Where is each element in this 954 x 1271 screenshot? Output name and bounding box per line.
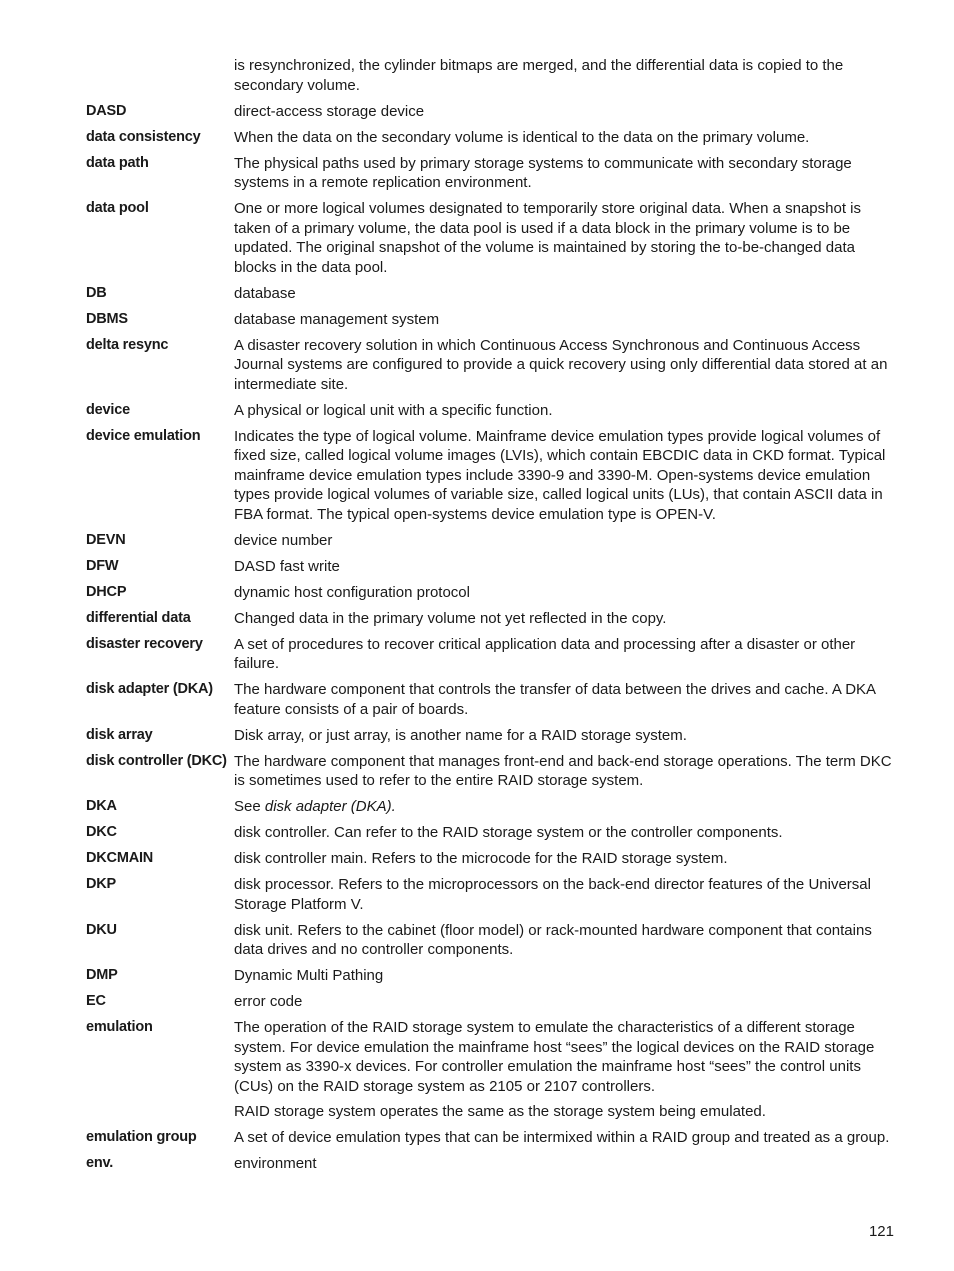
glossary-term: emulation group [86, 1129, 197, 1145]
definition-paragraph [234, 154, 898, 193]
glossary-definition [234, 992, 898, 1012]
glossary-definition [234, 1018, 898, 1122]
glossary-entry [86, 726, 898, 746]
definition-text: device number [234, 531, 333, 549]
glossary-entry [86, 102, 898, 122]
glossary-entry [86, 752, 898, 791]
glossary-entry [86, 199, 898, 277]
glossary-term: env. [86, 1155, 114, 1171]
glossary-entry [86, 680, 898, 719]
glossary-term: EC [86, 993, 106, 1009]
definition-paragraph [234, 1128, 898, 1148]
definition-paragraph [234, 680, 898, 719]
glossary-term: disaster recovery [86, 635, 203, 652]
glossary-term: DKCMAIN [86, 850, 154, 866]
definition-paragraph [234, 823, 898, 843]
definition-text: Indicates the type of logical volume. Mainframe device emulation types provide logical volumes of fixed size, called logical volume images (LVIs), which contain EBCDIC data in CKD format. Typical mainframe device emulation types include 3390-9 and 3390-M. Open-systems device emulation types provide logical volumes of variable size, called logical units (LUs), that contain ASCII data in FBA format. The typical open-systems device emulation type is OPEN-V. [234, 427, 886, 523]
definition-text: A physical or logical unit with a specific function. [234, 401, 553, 419]
definition-text: A disaster recovery solution in which Continuous Access Synchronous and Continuous Access Journal systems are configured to provide a quick recovery using only differential data stored at an intermediate site. [234, 336, 888, 393]
glossary-definition [234, 1154, 898, 1174]
definition-text: One or more logical volumes designated to temporarily store original data. When a snapshot is taken of a primary volume, the data pool is used if a data block in the primary volume is to be updated. The original snapshot of the volume is maintained by storing the to-be-changed data blocks in the data pool. [234, 200, 861, 276]
glossary-entry [86, 849, 898, 869]
glossary-definition [234, 199, 898, 277]
definition-paragraph [234, 726, 898, 746]
definition-text: The hardware component that controls the transfer of data between the drives and cache. A DKA feature consists of a pair of boards. [234, 681, 876, 718]
glossary-term: DBMS [86, 310, 128, 327]
definition-paragraph [234, 797, 898, 817]
glossary-definition [234, 427, 898, 525]
glossary-definition [234, 726, 898, 746]
definition-text: The operation of the RAID storage system to emulate the characteristics of a different storage system. For device emulation the mainframe host “sees” the logical devices on the RAID storage system as 3390-x devices. For controller emulation the mainframe host “sees” the control units (CUs) on the RAID storage system as 2105 or 2107 controllers. [234, 1019, 875, 1095]
glossary-definition [234, 583, 898, 603]
glossary-list [86, 56, 898, 1180]
glossary-definition [234, 310, 898, 330]
cross-reference: disk adapter (DKA). [264, 798, 396, 815]
definition-text: is resynchronized, the cylinder bitmaps are merged, and the differential data is copied to the secondary volume. [234, 57, 844, 94]
glossary-definition [234, 921, 898, 960]
glossary-definition [234, 102, 898, 122]
definition-paragraph [234, 102, 898, 122]
glossary-entry [86, 797, 898, 817]
glossary-definition [234, 557, 898, 577]
glossary-definition [234, 56, 898, 95]
glossary-term: DB [86, 284, 107, 301]
definition-paragraph [234, 1154, 898, 1174]
glossary-entry [86, 557, 898, 577]
glossary-definition [234, 531, 898, 551]
glossary-term: disk array [86, 726, 153, 743]
glossary-definition [234, 849, 898, 869]
glossary-definition [234, 823, 898, 843]
glossary-term: delta resync [86, 336, 169, 353]
definition-paragraph [234, 921, 898, 960]
glossary-entry [86, 992, 898, 1012]
glossary-term: DMP [86, 967, 118, 983]
glossary-definition [234, 752, 898, 791]
definition-text: The hardware component that manages front-end and back-end storage operations. The term DKC is sometimes used to refer to the entire RAID storage system. [234, 752, 892, 789]
definition-paragraph [234, 128, 898, 148]
glossary-entry [86, 583, 898, 603]
glossary-entry [86, 609, 898, 629]
glossary-term: DKA [86, 798, 117, 814]
definition-paragraph [234, 531, 898, 551]
glossary-term: DKP [86, 876, 117, 892]
definition-paragraph [234, 557, 898, 577]
definition-text: environment [234, 1155, 317, 1172]
glossary-entry [86, 336, 898, 395]
definition-text: dynamic host configuration protocol [234, 583, 470, 601]
definition-text: When the data on the secondary volume is identical to the data on the primary volume. [234, 128, 810, 146]
glossary-definition [234, 680, 898, 719]
glossary-term: emulation [86, 1019, 153, 1035]
definition-paragraph [234, 56, 898, 95]
definition-text: database management system [234, 310, 440, 328]
definition-paragraph [234, 1102, 898, 1122]
page-number: 121 [868, 1223, 894, 1240]
definition-paragraph [234, 310, 898, 330]
glossary-term: device [86, 401, 130, 418]
definition-text: A set of device emulation types that can be intermixed within a RAID group and treated as a group. [234, 1129, 890, 1146]
glossary-term: data consistency [86, 128, 201, 145]
glossary-entry [86, 823, 898, 843]
glossary-definition [234, 336, 898, 395]
definition-text: Changed data in the primary volume not yet reflected in the copy. [234, 609, 667, 627]
definition-paragraph [234, 635, 898, 674]
glossary-entry [86, 401, 898, 421]
glossary-definition [234, 401, 898, 421]
glossary-definition [234, 635, 898, 674]
glossary-entry [86, 128, 898, 148]
definition-text: disk processor. Refers to the microprocessors on the back-end director features of the Universal Storage Platform V. [234, 876, 871, 913]
definition-paragraph [234, 583, 898, 603]
glossary-term: DHCP [86, 583, 127, 600]
glossary-term: differential data [86, 609, 191, 626]
definition-text: disk controller. Can refer to the RAID storage system or the controller components. [234, 824, 783, 841]
definition-paragraph [234, 966, 898, 986]
glossary-entry [86, 427, 898, 525]
glossary-entry [86, 1154, 898, 1174]
definition-text: disk controller main. Refers to the microcode for the RAID storage system. [234, 850, 728, 867]
definition-text: database [234, 284, 296, 302]
glossary-definition [234, 966, 898, 986]
definition-paragraph [234, 849, 898, 869]
glossary-term: data path [86, 154, 149, 171]
glossary-definition [234, 284, 898, 304]
glossary-term: DASD [86, 102, 127, 119]
definition-paragraph [234, 1018, 898, 1096]
glossary-term: DFW [86, 557, 119, 574]
glossary-term [86, 56, 234, 95]
definition-text: See [234, 798, 265, 815]
definition-paragraph [234, 992, 898, 1012]
glossary-definition [234, 1128, 898, 1148]
glossary-term: device emulation [86, 427, 201, 444]
definition-text: The physical paths used by primary storage systems to communicate with secondary storage systems in a remote replication environment. [234, 154, 852, 191]
glossary-definition [234, 875, 898, 914]
definition-text: direct-access storage device [234, 102, 425, 120]
glossary-definition [234, 154, 898, 193]
definition-text: DASD fast write [234, 557, 340, 575]
definition-paragraph [234, 609, 898, 629]
glossary-entry [86, 531, 898, 551]
glossary-entry [86, 310, 898, 330]
glossary-entry [86, 921, 898, 960]
glossary-term: DEVN [86, 531, 126, 548]
definition-text: RAID storage system operates the same as the storage system being emulated. [234, 1103, 766, 1120]
glossary-entry [86, 875, 898, 914]
definition-text: error code [234, 993, 303, 1010]
glossary-entry [86, 1018, 898, 1122]
glossary-definition [234, 609, 898, 629]
glossary-term: data pool [86, 200, 149, 216]
glossary-entry [86, 284, 898, 304]
glossary-entry [86, 56, 898, 95]
definition-paragraph [234, 199, 898, 277]
definition-text: disk unit. Refers to the cabinet (floor model) or rack-mounted hardware component that contains data drives and no controller components. [234, 921, 872, 958]
definition-paragraph [234, 752, 898, 791]
glossary-entry [86, 966, 898, 986]
definition-paragraph [234, 336, 898, 395]
glossary-entry [86, 1128, 898, 1148]
glossary-definition [234, 128, 898, 148]
definition-text: Disk array, or just array, is another name for a RAID storage system. [234, 726, 687, 744]
definition-text: Dynamic Multi Pathing [234, 967, 384, 984]
glossary-term: disk controller (DKC) [86, 752, 227, 769]
glossary-entry [86, 154, 898, 193]
glossary-term: DKC [86, 824, 117, 840]
definition-text: A set of procedures to recover critical application data and processing after a disaster or other failure. [234, 635, 856, 672]
definition-paragraph [234, 401, 898, 421]
glossary-term: disk adapter (DKA) [86, 681, 213, 697]
glossary-term: DKU [86, 921, 117, 938]
definition-paragraph [234, 284, 898, 304]
definition-paragraph [234, 875, 898, 914]
glossary-entry [86, 635, 898, 674]
definition-paragraph [234, 427, 898, 525]
glossary-definition [234, 797, 898, 817]
